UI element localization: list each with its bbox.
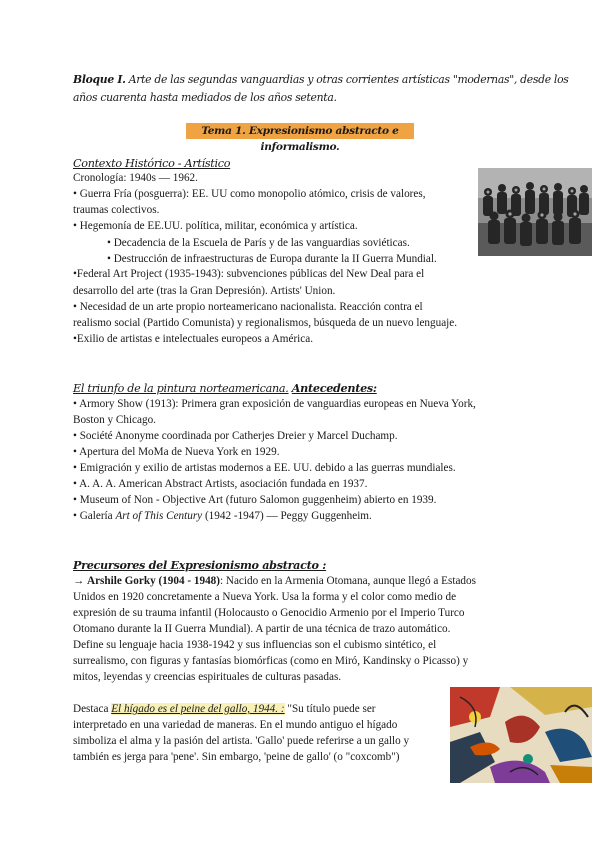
destaca-line: [73, 702, 376, 717]
gorky-line: mitos, leyendas y creencias espirituales de culturas pasadas.: [73, 671, 342, 683]
gorky-rest: : Nacido en la Armenia Otomana, aunque llegó a Estados: [219, 575, 476, 587]
triunfo-line: • Museum of Non - Objective Art (futuro Salomon guggenheim) abierto en 1939.: [73, 494, 437, 506]
context-line: • Guerra Fría (posguerra): EE. UU como monopolio atómico, crisis de valores,: [73, 188, 426, 200]
triunfo-heading-a: El triunfo de la pintura norteamericana.: [73, 382, 289, 395]
destaca-line: interpretado en una variedad de maneras. En el mundo antiguo el hígado: [73, 719, 398, 731]
gallery-prefix: • Galería: [73, 510, 116, 522]
triunfo-heading-b: Antecedentes:: [291, 381, 377, 395]
gallery-name: Art of This Century: [115, 510, 203, 522]
context-heading: Contexto Histórico - Artístico: [73, 157, 231, 170]
context-subline: • Destrucción de infraestructuras de Europa durante la II Guerra Mundial.: [107, 253, 437, 265]
gorky-name: Arshile Gorky (1904 - 1948): [86, 575, 220, 587]
destaca-line: también es jerga para 'pene'. Sin embargo, 'peine de gallo' (o "coxcomb"): [73, 751, 400, 763]
triunfo-line: • Apertura del MoMa de Nueva York en 1929.: [73, 446, 280, 458]
tema-heading: Tema 1. Expresionismo abstracto e informalismo.: [186, 123, 414, 139]
triunfo-line: • Armory Show (1913): Primera gran exposición de vanguardias europeas en Nueva York,: [73, 398, 476, 410]
block-title: [73, 72, 569, 88]
triunfo-gallery-line: [73, 509, 372, 524]
context-line: desarrollo del arte (tras la Gran Depresión). Artists' Union.: [73, 285, 336, 297]
gorky-intro-line: [73, 574, 476, 589]
arrow-icon: →: [73, 575, 87, 587]
gorky-line: Define su lenguaje hacia 1938-1942 y sus influencias son el cubismo sintético, el: [73, 639, 437, 651]
block-title-rest: Arte de las segundas vanguardias y otras corrientes artísticas "modernas", desde los: [125, 73, 569, 86]
block-title-bold: Bloque I.: [73, 73, 126, 86]
triunfo-heading: [73, 381, 377, 396]
destaca-line: simboliza el alma y la pasión del artista. 'Gallo' puede referirse a un gallo y: [73, 735, 410, 747]
destaca-prefix: Destaca: [73, 703, 112, 715]
gorky-line: Unidos en 1920 concretamente a Nueva York. Usa la forma y el color como medio de: [73, 591, 457, 603]
triunfo-line: Boston y Chicago.: [73, 414, 156, 426]
gorky-line: Otomano durante la II Guerra Mundial). A partir de una técnica de trazo automático.: [73, 623, 451, 635]
artists-group-photo: [478, 168, 592, 256]
triunfo-line: • Emigración y exilio de artistas modernos a EE. UU. debido a las guerras mundiales.: [73, 462, 456, 474]
triunfo-line: • A. A. A. American Abstract Artists, asociación fundada en 1937.: [73, 478, 368, 490]
context-line: •Exilio de artistas e intelectuales europeos a América.: [73, 333, 314, 345]
gorky-line: expresión de su trauma infantil (Holocausto o Genocidio Armenio por el Imperio Turco: [73, 607, 465, 619]
triunfo-line: • Société Anonyme coordinada por Catherjes Dreier y Marcel Duchamp.: [73, 430, 398, 442]
context-subline: • Decadencia de la Escuela de París y de las vanguardias soviéticas.: [107, 237, 410, 249]
precursores-heading: Precursores del Expresionismo abstracto :: [73, 558, 327, 572]
artwork-title: El hígado es el peine del gallo, 1944. :: [111, 703, 285, 715]
gallery-suffix: (1942 -1947) — Peggy Guggenheim.: [202, 510, 372, 522]
context-line: • Hegemonía de EE.UU. política, militar, económica y artística.: [73, 220, 358, 232]
context-line: realismo social (Partido Comunista) y regionalismos, búsqueda de un nuevo lenguaje.: [73, 317, 458, 329]
context-line: • Necesidad de un arte propio norteamericano nacionalista. Reacción contra el: [73, 301, 423, 313]
destaca-rest: "Su título puede ser: [284, 703, 376, 715]
context-line: •Federal Art Project (1935-1943): subvenciones públicas del New Deal para el: [73, 268, 425, 280]
gorky-painting-image: [450, 687, 592, 783]
gorky-line: surrealismo, con figuras y fantasías biomórficas (como en Miró, Kandinsky o Picasso) y: [73, 655, 469, 667]
block-title-line2: años cuarenta hasta mediados de los años setenta.: [73, 91, 337, 104]
context-line: Cronología: 1940s — 1962.: [73, 172, 198, 184]
context-line: traumas colectivos.: [73, 204, 160, 216]
